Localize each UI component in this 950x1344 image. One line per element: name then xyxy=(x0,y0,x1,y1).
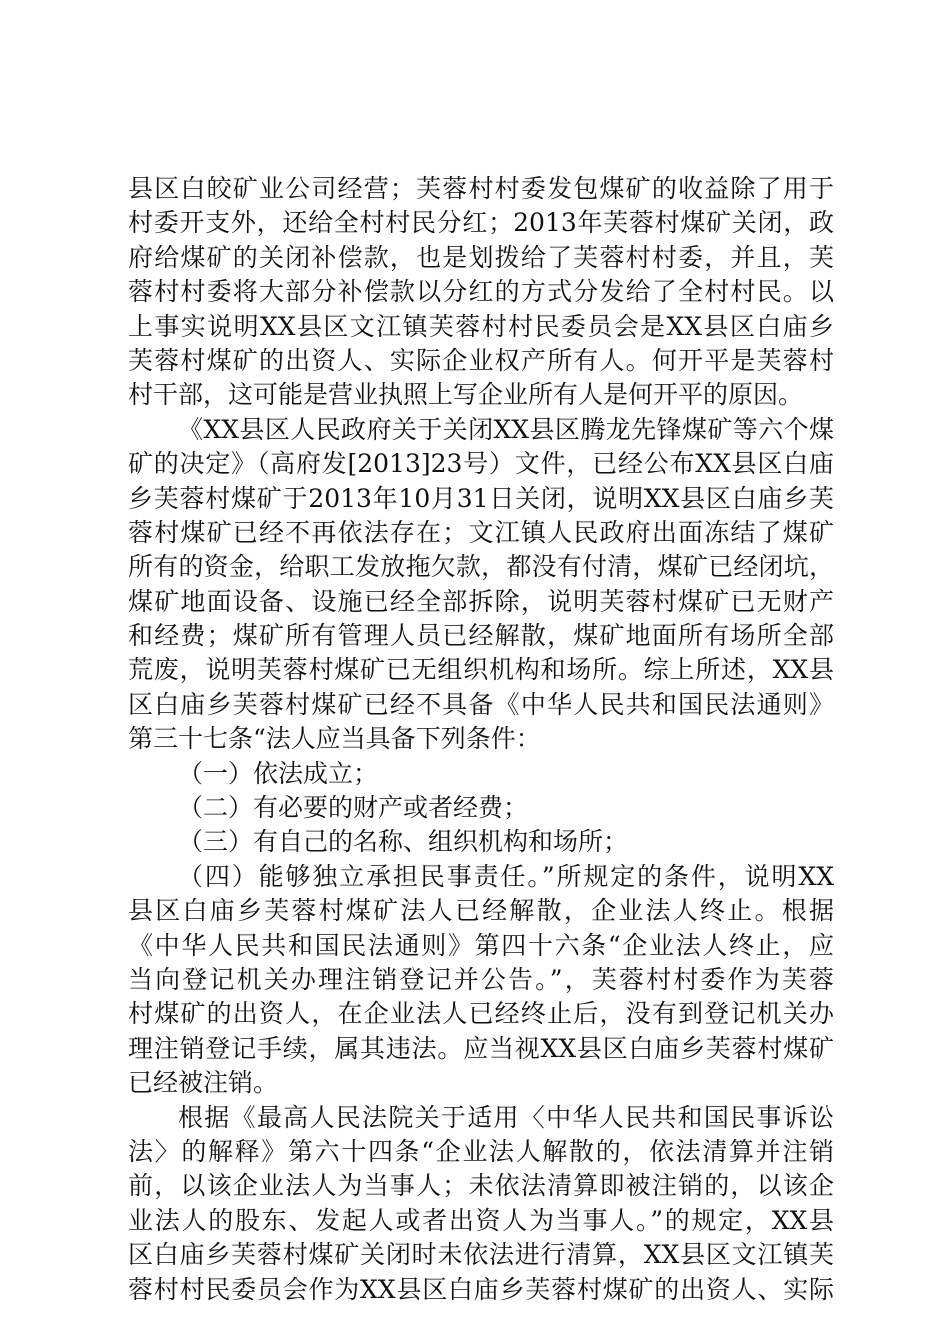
text-line: 根据《最高人民法院关于适用〈中华人民共和国民事诉讼 xyxy=(178,1102,834,1132)
text-line: 县区白皎矿业公司经营；芙蓉村村委发包煤矿的收益除了用于 xyxy=(128,174,834,203)
text-line: 荒废，说明芙蓉村煤矿已无组织机构和场所。综上所述，XX县 xyxy=(128,655,834,685)
text-line: 已经被注销。 xyxy=(128,1068,279,1098)
text-line: 区白庙乡芙蓉村煤矿关闭时未依法进行清算，XX县区文江镇芙 xyxy=(128,1240,834,1270)
text-line: 村委开支外，还给全村村民分红；2013年芙蓉村煤矿关闭，政 xyxy=(128,208,834,238)
text-line: （三）有自己的名称、组织机构和场所； xyxy=(178,827,629,857)
text-line: 府给煤矿的关闭补偿款，也是划拨给了芙蓉村村委，并且，芙 xyxy=(128,242,834,272)
text-line: 蓉村村民委员会作为XX县区白庙乡芙蓉村煤矿的出资人、实际 xyxy=(128,1274,834,1304)
text-line: 矿的决定》（高府发[2013]23号）文件，已经公布XX县区白庙 xyxy=(128,449,834,479)
text-line: 法〉的解释》第六十四条“企业法人解散的，依法清算并注销 xyxy=(128,1136,834,1166)
text-line: 理注销登记手续，属其违法。应当视XX县区白庙乡芙蓉村煤矿 xyxy=(128,1033,834,1063)
text-line: 村干部，这可能是营业执照上写企业所有人是何开平的原因。 xyxy=(128,380,804,410)
text-line: 蓉村煤矿已经不再依法存在；文江镇人民政府出面冻结了煤矿 xyxy=(128,517,834,547)
text-line: 芙蓉村煤矿的出资人、实际企业权产所有人。何开平是芙蓉村 xyxy=(128,345,834,375)
text-line: 县区白庙乡芙蓉村煤矿法人已经解散，企业法人终止。根据 xyxy=(128,896,834,926)
text-line: （四）能够独立承担民事责任。”所规定的条件，说明XX xyxy=(178,861,834,891)
text-line: 第三十七条“法人应当具备下列条件： xyxy=(128,724,541,754)
text-line: 煤矿地面设备、设施已经全部拆除，说明芙蓉村煤矿已无财产 xyxy=(128,586,834,616)
text-line: 所有的资金，给职工发放拖欠款，都没有付清，煤矿已经闭坑， xyxy=(128,552,834,582)
text-line: 蓉村村委将大部分补偿款以分红的方式分发给了全村村民。以 xyxy=(128,277,834,307)
text-line: 区白庙乡芙蓉村煤矿已经不具备《中华人民共和国民法通则》 xyxy=(128,689,834,719)
text-line: 《中华人民共和国民法通则》第四十六条“企业法人终止，应 xyxy=(128,930,834,960)
text-line: （二）有必要的财产或者经费； xyxy=(178,793,529,823)
text-line: 业法人的股东、发起人或者出资人为当事人。”的规定，XX县 xyxy=(128,1205,834,1235)
text-line: 和经费；煤矿所有管理人员已经解散，煤矿地面所有场所全部 xyxy=(128,621,834,651)
text-line: 乡芙蓉村煤矿于2013年10月31日关闭，说明XX县区白庙乡芙 xyxy=(128,483,834,513)
text-line: （一）依法成立； xyxy=(178,758,379,788)
text-line: 前，以该企业法人为当事人；未依法清算即被注销的，以该企 xyxy=(128,1171,834,1201)
text-line: 上事实说明XX县区文江镇芙蓉村村民委员会是XX县区白庙乡 xyxy=(128,311,834,341)
document-body xyxy=(128,172,834,1307)
text-line: 当向登记机关办理注销登记并公告。”，芙蓉村村委作为芙蓉 xyxy=(128,964,834,994)
text-line: 《XX县区人民政府关于关闭XX县区腾龙先锋煤矿等六个煤 xyxy=(178,414,834,444)
text-line: 村煤矿的出资人，在企业法人已经终止后，没有到登记机关办 xyxy=(128,999,834,1029)
